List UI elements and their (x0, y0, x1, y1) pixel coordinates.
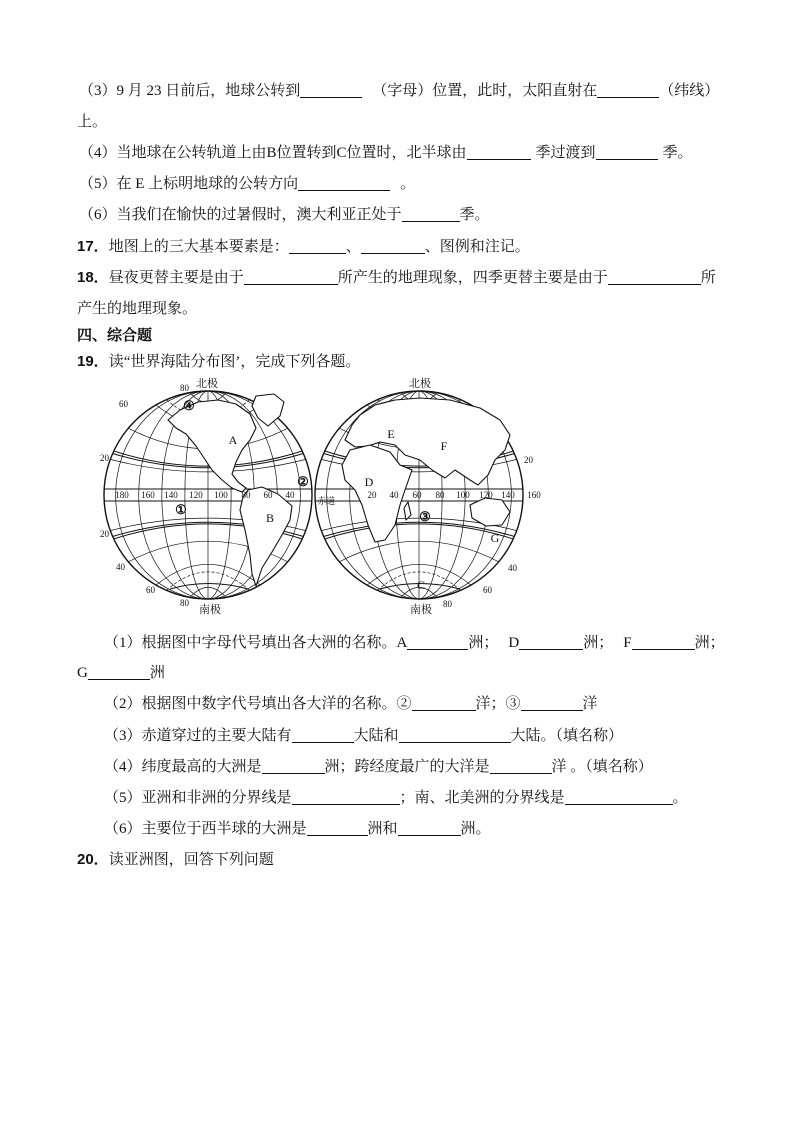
answer-blank (521, 695, 583, 711)
latitude-label: 80 (180, 383, 189, 393)
latitude-label: 20 (100, 453, 109, 463)
q19-6-text-b: 洲和 (367, 821, 398, 837)
longitude-label: 80 (435, 490, 445, 500)
q18-text-a: 昼夜更替主要是由于 (108, 270, 244, 286)
answer-blank (632, 634, 695, 650)
continent-label-b: B (265, 511, 275, 525)
longitude-label: 60 (412, 490, 422, 500)
q19-1-text-c: D (508, 635, 520, 651)
continent-label-f: F (440, 439, 448, 453)
q16-5-text-a: （5）在 E 上标明地球的公转方向 (79, 176, 299, 192)
q19-2-text-a: （2）根据图中数字代号填出各大洋的名称。② (104, 696, 412, 712)
answer-blank (298, 175, 390, 191)
q20-line (77, 850, 274, 870)
section-heading (77, 326, 152, 346)
q19-1-text-e: F (623, 635, 632, 651)
answer-blank (402, 206, 460, 222)
q19-1-text-h: 洲 (149, 665, 165, 681)
latitude-label: 40 (508, 563, 517, 573)
q16-3-text-d: 上。 (77, 114, 108, 130)
continent-label-e: E (387, 427, 395, 441)
q19-3-text-a: （3）赤道穿过的主要大陆有 (104, 728, 292, 744)
longitude-label: 180 (115, 490, 129, 500)
longitude-label: 80 (241, 490, 251, 500)
q19-4-text-b: 洲；跨经度最广的大洋是 (324, 759, 490, 775)
q19-2-text-b: 洋；③ (475, 696, 521, 712)
answer-blank (292, 727, 354, 743)
longitude-label: 140 (501, 490, 515, 500)
q16-4-text-c: 季。 (662, 145, 693, 161)
q19-5-text-a: （5）亚洲和非洲的分界线是 (104, 790, 292, 806)
q19-part2-line (104, 694, 598, 714)
q19-part5-line (104, 788, 688, 808)
answer-blank (407, 634, 468, 650)
q19-part1-line (104, 633, 725, 653)
q18-text-c: 所 (700, 270, 716, 286)
q17-text-a: 地图上的三大基本要素是： (108, 239, 289, 255)
longitude-label: 120 (189, 490, 203, 500)
q19-number: 19． (77, 353, 109, 370)
section-title: 四、综合题 (77, 328, 153, 344)
answer-blank (596, 144, 658, 160)
longitude-label: 60 (263, 490, 273, 500)
q19-6-text-c: 洲。 (460, 821, 491, 837)
q19-2-text-c: 洋 (582, 696, 598, 712)
answer-blank (300, 82, 362, 98)
q18-text-d: 产生的地理现象。 (77, 301, 198, 317)
answer-blank (398, 820, 461, 836)
q19-4-text-c: 洋 。（填名称） (551, 759, 653, 775)
q17-text-c: 、图例和注记。 (424, 239, 530, 255)
q16-6-text-b: 季。 (459, 207, 490, 223)
latitude-label: 60 (119, 399, 128, 409)
latitude-label: 40 (116, 562, 125, 572)
q19-part1-line-cont (77, 663, 165, 683)
equator-label: 赤道 (317, 496, 336, 506)
longitude-label: 20 (367, 490, 377, 500)
q19-1-text-g: G (77, 665, 88, 681)
longitude-label: 100 (456, 490, 470, 500)
q17-line (77, 237, 530, 257)
answer-blank (608, 269, 701, 285)
ocean-label-1: ① (175, 502, 187, 517)
continent-label-d: D (364, 475, 374, 489)
answer-blank (289, 238, 346, 254)
q16-4-text-a: （4）当地球在公转轨道上由B位置转到C位置时，北半球由 (79, 145, 467, 161)
q16-3-text-a: （3）9 月 23 日前后，地球公转到 (79, 83, 301, 99)
longitude-label: 120 (479, 490, 493, 500)
continent-label-c: C (416, 578, 426, 592)
q17-text-b: 、 (345, 239, 361, 255)
q18-number: 18． (77, 269, 109, 286)
longitude-label: 160 (527, 490, 541, 500)
answer-blank (412, 695, 476, 711)
answer-blank (361, 238, 425, 254)
q16-part4-line (79, 143, 693, 163)
q18-text-b: 所产生的地理现象，四季更替主要是由于 (337, 270, 608, 286)
q20-number: 20． (77, 851, 109, 868)
continent-label-g: G (490, 531, 500, 545)
latitude-label: 80 (443, 599, 452, 609)
q19-4-text-a: （4）纬度最高的大洲是 (104, 759, 262, 775)
q19-part6-line (104, 819, 491, 839)
world-hemispheres-map (90, 370, 550, 620)
answer-blank (597, 82, 659, 98)
q19-1-text-a: （1）根据图中字母代号填出各大洲的名称。A (104, 635, 408, 651)
answer-blank (88, 664, 150, 680)
q16-part3-line (79, 81, 719, 101)
answer-blank (565, 789, 673, 805)
north-pole-label-east: 北极 (409, 378, 431, 390)
q18-line-cont (77, 299, 197, 319)
ocean-label-4: ④ (183, 398, 195, 413)
south-pole-label-west: 南极 (199, 604, 221, 616)
answer-blank (292, 789, 400, 805)
answer-blank (467, 144, 531, 160)
answer-blank (399, 727, 511, 743)
latitude-label: 60 (483, 585, 492, 595)
longitude-label: 40 (389, 490, 399, 500)
q19-5-text-b: ；南、北美洲的分界线是 (399, 790, 565, 806)
longitude-label: 140 (164, 490, 178, 500)
q17-number: 17． (77, 238, 109, 255)
answer-blank (244, 269, 338, 285)
latitude-label: 20 (100, 529, 109, 539)
q19-3-text-b: 大陆和 (353, 728, 399, 744)
south-pole-label-east: 南极 (410, 604, 432, 616)
answer-blank (307, 820, 368, 836)
longitude-label: 100 (214, 490, 228, 500)
q20-stem: 读亚洲图，回答下列问题 (108, 852, 274, 868)
q16-3-text-c: （纬线） (659, 83, 720, 99)
q19-stem-line (77, 352, 360, 372)
longitude-label: 40 (285, 490, 295, 500)
ocean-label-3: ③ (419, 509, 431, 524)
longitude-label: 160 (141, 490, 155, 500)
continent-label-a: A (228, 433, 238, 447)
q19-1-text-d: 洲； (583, 635, 614, 651)
latitude-label: 80 (180, 598, 189, 608)
answer-blank (262, 758, 325, 774)
answer-blank (490, 758, 552, 774)
q19-3-text-c: 大陆。（填名称） (510, 728, 624, 744)
q19-part3-line (104, 726, 623, 746)
q16-3-text-b: （字母）位置，此时，太阳直射在 (372, 83, 598, 99)
q16-part3-line-cont (77, 112, 107, 132)
q16-part5-line (79, 174, 415, 194)
q16-6-text-a: （6）当我们在愉快的过暑假时，澳大利亚正处于 (79, 207, 402, 223)
q16-5-text-b: 。 (400, 176, 416, 192)
north-pole-label-west: 北极 (196, 378, 218, 390)
q16-4-text-b: 季过渡到 (535, 145, 596, 161)
q16-part6-line (79, 205, 490, 225)
q19-stem: 读“世界海陆分布图’，完成下列各题。 (108, 354, 361, 370)
q19-6-text-a: （6）主要位于西半球的大洲是 (104, 821, 307, 837)
q18-line (77, 268, 716, 288)
q19-part4-line (104, 757, 653, 777)
q19-1-text-f: 洲； (694, 635, 725, 651)
q19-5-text-c: 。 (672, 790, 688, 806)
answer-blank (519, 634, 583, 650)
latitude-label: 60 (146, 585, 155, 595)
latitude-label: 20 (524, 455, 533, 465)
q19-1-text-b: 洲； (468, 635, 499, 651)
ocean-label-2: ② (297, 474, 309, 489)
